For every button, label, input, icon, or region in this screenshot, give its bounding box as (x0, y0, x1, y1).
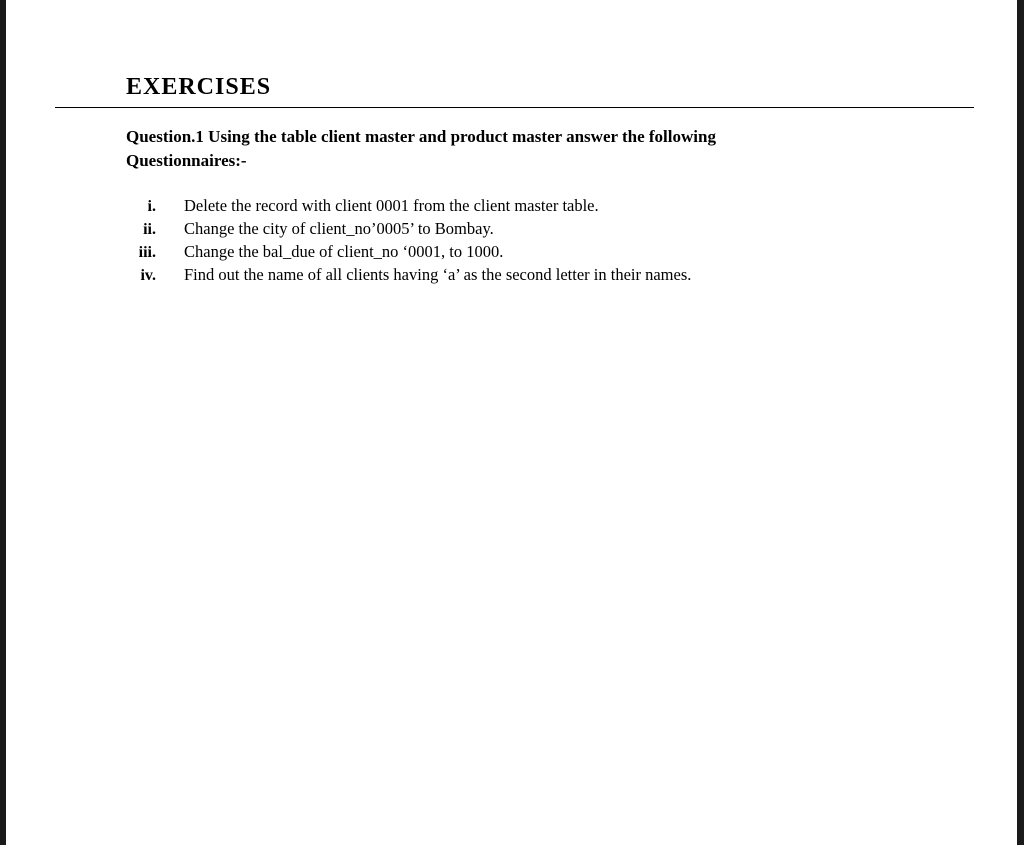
list-item (106, 217, 691, 240)
item-number: iv. (140, 267, 156, 284)
list-item (106, 194, 691, 217)
item-number: i. (147, 198, 156, 215)
question-list (106, 194, 691, 286)
document-page (6, 0, 1017, 845)
page-heading: EXERCISES (126, 74, 272, 100)
heading-divider (55, 107, 974, 108)
list-item (106, 263, 691, 286)
item-text: Change the bal_due of client_no ‘0001, to 1000. (184, 242, 504, 261)
item-text: Delete the record with client 0001 from the client master table. (184, 196, 599, 215)
item-text: Find out the name of all clients having ‘a’ as the second letter in their names. (184, 265, 692, 284)
item-number: ii. (143, 221, 156, 238)
item-text: Change the city of client_no’0005’ to Bombay. (184, 219, 494, 238)
question-prompt: Question.1 Using the table client master and product master answer the following Questionnaires:- (126, 127, 716, 170)
list-item (106, 240, 691, 263)
item-number: iii. (138, 244, 156, 261)
